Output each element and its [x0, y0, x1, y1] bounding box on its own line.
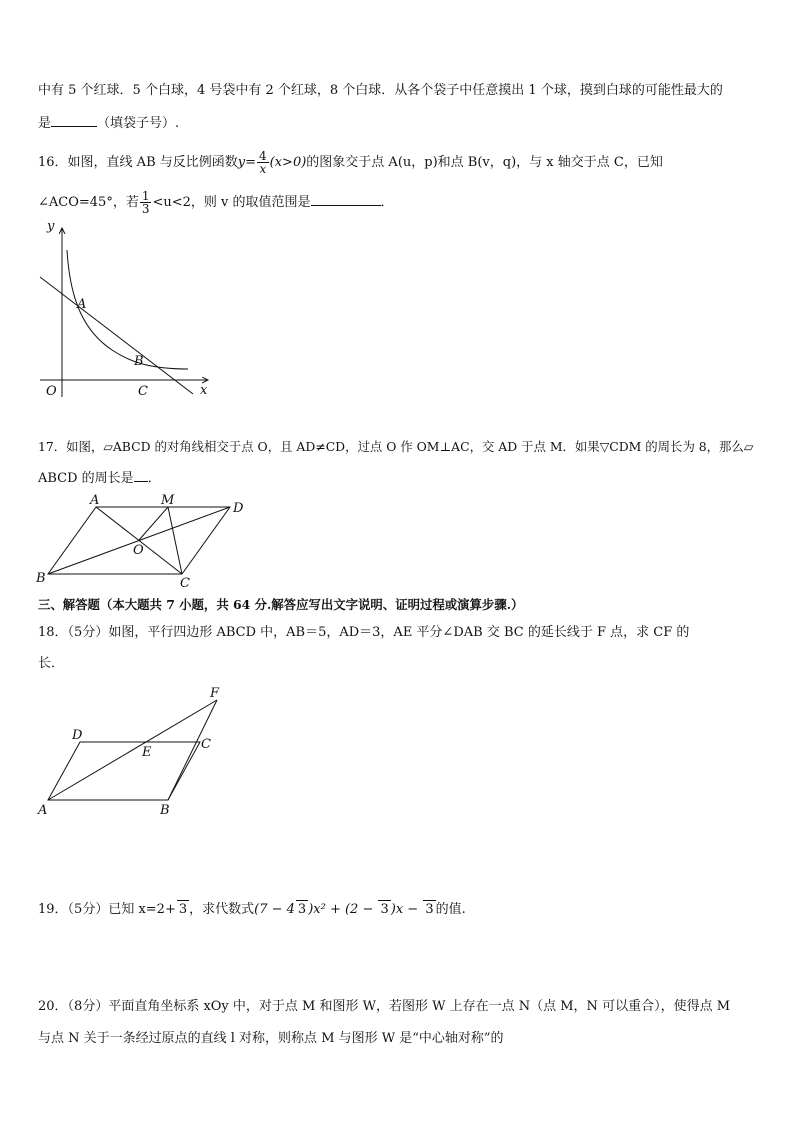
line-ab: [40, 277, 193, 394]
label-b: B: [160, 803, 170, 818]
fraction: $\frac{4}{x}$: [259, 149, 267, 176]
q18-line1: 18．（5分）如图，平行四边形 ABCD 中，AB＝5，AD＝3，AE 平分∠DAB 交 BC 的延长线于 F 点，求 CF 的: [38, 625, 690, 640]
label-c: C: [201, 737, 211, 752]
section-title: 三、解答题（本大题共 7 小题，共 64 分.解答应写出文字说明、证明过程或演算步骤.）: [38, 597, 524, 612]
q20-line1: 20．（8分）平面直角坐标系 xOy 中，对于点 M 和图形 W，若图形 W 上存在一点 N（点 M，N 可以重合），使得点 M: [38, 999, 731, 1014]
sqrt: 3: [380, 902, 389, 917]
label-m: M: [161, 493, 175, 508]
q16-figure: [30, 222, 220, 402]
label-b: B: [134, 354, 144, 369]
sqrt: 3: [425, 902, 434, 917]
q20-line2: 与点 N 关于一条经过原点的直线 l 对称，则称点 M 与图形 W 是“中心轴对称”的: [38, 1031, 504, 1046]
label-a: A: [90, 493, 100, 508]
q16-line1: 16．如图，直线 AB 与反比例函数y= $\frac{4}{x}$ (x>0)的图象交于点 A(u，p)和点 B(v，q)，与 x 轴交于点 C，已知: [38, 149, 663, 176]
label-b: B: [36, 571, 46, 586]
parallelogram-abcd: [48, 742, 200, 800]
label-o: O: [133, 543, 144, 558]
diagonal-bd: [48, 507, 230, 574]
segment-cm: [168, 507, 182, 574]
label-origin: O: [46, 384, 57, 399]
label-d: D: [72, 728, 83, 743]
q15-line2: 是 （填袋子号）.: [38, 116, 180, 131]
label-x: x: [200, 383, 208, 398]
answer-blank: [134, 469, 148, 482]
label-d: D: [233, 501, 244, 516]
label-c: C: [180, 576, 190, 591]
sqrt: 3: [178, 902, 188, 917]
label-y: y: [47, 222, 55, 234]
q17-line1: 17．如图，▱ABCD 的对角线相交于点 O，且 AD≠CD，过点 O 作 OM⊥AC，交 AD 于点 M．如果▽CDM 的周长为 8，那么▱: [38, 439, 754, 454]
label-c: C: [138, 384, 148, 399]
label-e: E: [142, 745, 152, 760]
sqrt: 3: [297, 902, 307, 917]
answer-blank: [51, 114, 97, 127]
label-a: A: [77, 297, 87, 312]
q16-line2: ∠ACO=45°，若 $\frac{1}{3}$ <u<2，则 v 的取值范围是 ．: [38, 189, 394, 216]
label-f: F: [210, 686, 220, 701]
label-a: A: [38, 803, 48, 818]
fraction: $\frac{1}{3}$: [141, 189, 150, 216]
q18-line2: 长．: [38, 656, 65, 671]
q15-line1: 中有 5 个红球．5 个白球，4 号袋中有 2 个红球，8 个白球．从各个袋子中任意摸出 1 个球，摸到白球的可能性最大的: [38, 83, 723, 98]
q17-line2: ABCD 的周长是 ．: [38, 471, 161, 486]
q18-figure: [30, 684, 240, 824]
segment-af: [48, 700, 217, 800]
q17-figure: [30, 492, 260, 592]
answer-blank: [311, 193, 381, 206]
q19-line: 19．（5分）已知 x=2+ 3 ，求代数式(7 − 4 3 )x² + (2 − 3 )x − 3 的值.: [38, 902, 466, 917]
